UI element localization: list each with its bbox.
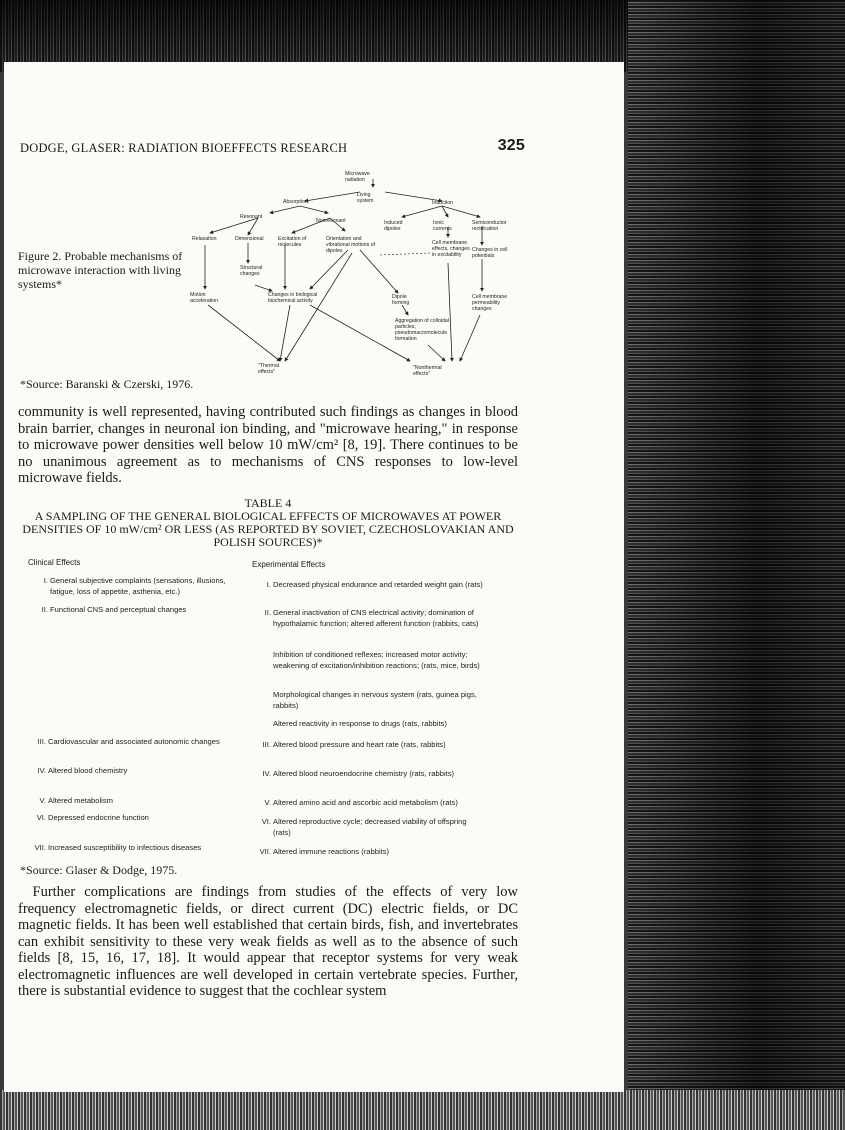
column-header-experimental: Experimental Effects [252,560,326,569]
node-relaxation: Relaxation [192,236,217,242]
node-cell-membrane-effects: Cell membrane effects, changes in excitability [432,240,470,258]
figure-source: *Source: Baranski & Czerski, 1976. [20,377,194,391]
node-aggregation: Aggregation of colloidal particles, pseudomacromolecule formation [395,318,449,342]
node-cell-membrane-permeability: Cell membrane permeability changes [472,294,508,312]
node-thermal-effects: "Thermal effects" [258,363,279,375]
node-resonant: Resonant [240,214,263,220]
node-dipole-forming: Dipole forming [392,294,410,306]
column-header-clinical: Clinical Effects [28,558,81,567]
node-orientation: Orientation and vibrational motions of dipoles [326,236,376,254]
node-induced-dipoles: Induced dipoles [384,220,403,232]
body-paragraph-1: community is well represented, having contributed such findings as changes in blood brain barrier, changes in neuronal ion binding, and "microwave hearing," in response to microwave power densities well below 10 mW/cm² [8, 19]. There continues to be no unanimous agreement as to mechanisms of CNS responses to low-level microwave fields. [18,404,518,486]
table-label: TABLE 4 [244,496,292,510]
node-excitation: Excitation of molecules [278,236,307,248]
table-title: A SAMPLING OF THE GENERAL BIOLOGICAL EFFECTS OF MICROWAVES AT POWER DENSITIES OF 10 mW/cm² OR LESS (AS REPORTED BY SOVIET, CZECHOSLOVAKIAN AND POLISH SOURCES)* [22,509,514,549]
node-living-system: Living system [357,192,374,204]
node-microwave-radiation: Microwave radiation [345,171,370,183]
node-ionic-currents: Ionic currents [433,220,452,232]
experimental-row: Altered reactivity in response to drugs (rats, rabbits) [273,719,447,728]
experimental-row: VII. Altered immune reactions (rabbits) [259,847,390,856]
running-title: DODGE, GLASER: RADIATION BIOEFFECTS RESEARCH [20,141,348,155]
page-number: 325 [497,137,525,154]
running-header [20,137,525,156]
node-structural-changes: Structural changes [240,265,263,277]
table-source: *Source: Glaser & Dodge, 1975. [20,863,178,877]
clinical-row: VI. Depressed endocrine function [36,813,149,822]
clinical-row: I. General subjective complaints (sensations, illusions, fatigue, loss of appetite, asthenia, etc.) [43,576,226,596]
node-semiconductor: Semiconductor rectification [472,220,507,232]
node-induction: Induction [432,200,454,206]
experimental-row: Inhibition of conditioned reflexes; increased motor activity; weakening of excitation/inhibition reactions; (rats, mice, birds) [273,650,480,670]
node-nonthermal-effects: "Nonthermal effects" [413,365,442,377]
clinical-row: V. Altered metabolism [39,796,113,805]
experimental-row: Morphological changes in nervous system (rats, guinea pigs, rabbits) [273,690,477,710]
experimental-row: IV. Altered blood neuroendocrine chemistry (rats, rabbits) [262,769,455,778]
node-motion-acceleration: Motion acceleration [190,292,218,304]
node-dimensional: Dimensional [235,236,264,242]
clinical-row: IV. Altered blood chemistry [37,766,128,775]
figure-caption: Figure 2. Probable mechanisms of microwave interaction with living systems* [18,249,183,291]
scan-noise-bottom [0,1090,845,1130]
clinical-row: II. Functional CNS and perceptual changes [41,605,187,614]
node-absorption: Absorption [283,199,308,205]
node-changes-in-cell-potentials: Changes in cell potentials [472,247,508,259]
table-heading [18,497,518,549]
node-nonresonant: Nonresonant [316,218,346,224]
body-paragraph-2: Further complications are findings from studies of the effects of very low frequency electromagnetic fields, or direct current (DC) electric fields, or DC magnetic fields. It has been well established that certain birds, fish, and invertebrates can exhibit sensitivity to these very weak fields as well as to the absence of such fields [8, 15, 16, 17, 18]. It would appear that receptor systems for very weak electromagnetic influences are well developed in certain vertebrate species. Further, there is substantial evidence to suggest that the cochlear system [18,884,518,999]
experimental-row: V. Altered amino acid and ascorbic acid metabolism (rats) [264,798,458,807]
diagram-arrows [180,165,520,375]
clinical-row: III. Cardiovascular and associated autonomic changes [37,737,220,746]
node-changes-biological: Changes in biological biochemical activity [268,292,318,304]
scan-noise-right [628,0,845,1130]
clinical-row: VII. Increased susceptibility to infectious diseases [34,843,202,852]
experimental-row: II. General inactivation of CNS electrical activity; domination of hypothalamic function; altered afferent function (rabbits, cats) [264,608,479,628]
experimental-row: VI. Altered reproductive cycle; decreased viability of offspring (rats) [261,817,467,837]
experimental-row: III. Altered blood pressure and heart rate (rats, rabbits) [262,740,446,749]
experimental-row: I. Decreased physical endurance and retarded weight gain (rats) [266,580,483,589]
